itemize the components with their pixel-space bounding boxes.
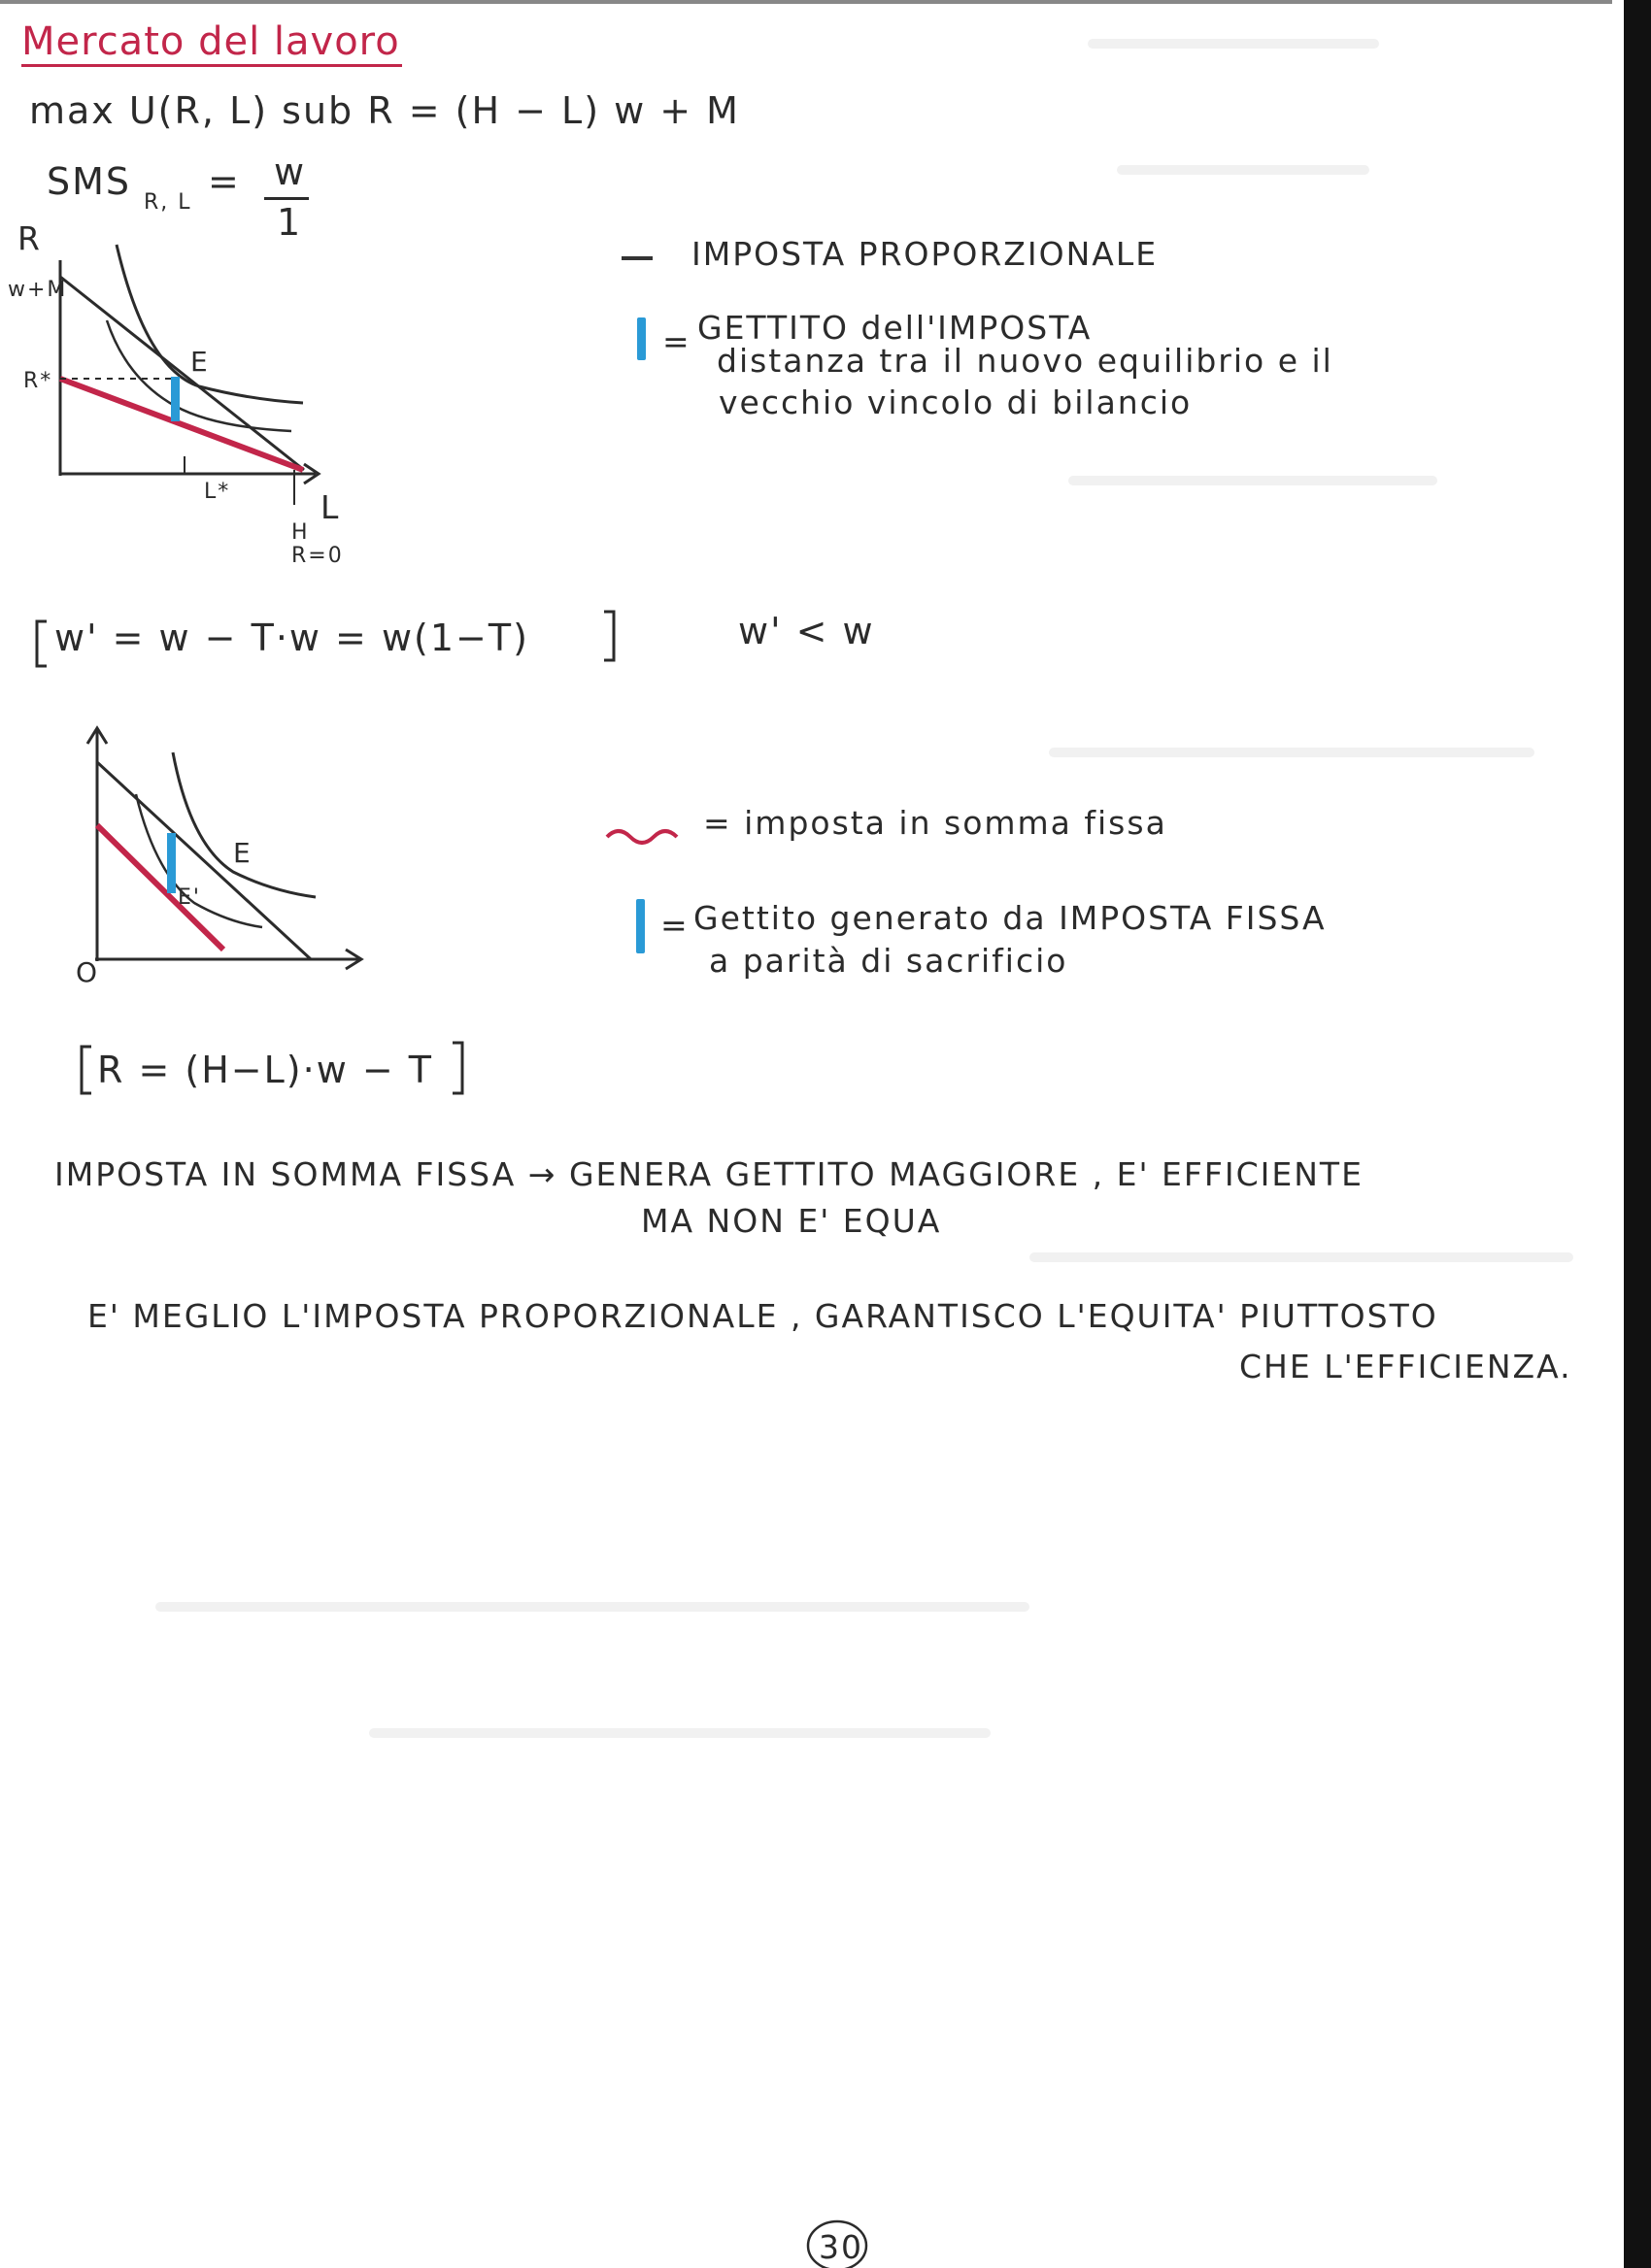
graph2-point-e-prime: E' (178, 885, 201, 910)
graph2-revenue-bar (167, 833, 176, 893)
graph1-point-e: E (190, 346, 210, 378)
graph2-point-e: E (233, 837, 253, 869)
legend1-description-line2: vecchio vincolo di bilancio (719, 384, 1193, 421)
page-number: 30 (819, 2228, 863, 2266)
conclusion-lump-sum: IMPOSTA IN SOMMA FISSA → GENERA GETTITO MAGGIORE , E' EFFICIENTE (54, 1155, 1364, 1193)
legend1-item-proportional: IMPOSTA PROPORZIONALE (691, 235, 1159, 273)
graph1-budget-line (60, 277, 304, 470)
lump-sum-budget-formula: R = (H−L)·w − T (97, 1049, 434, 1091)
conclusion-not-equitable: MA NON E' EQUA (641, 1202, 942, 1240)
sms-subscript: R, L (144, 190, 192, 215)
sms-equals: = (208, 160, 241, 203)
legend1-equals: = (662, 322, 691, 360)
graph1-y-star-label: R* (23, 369, 53, 393)
legend1-description-line1: distanza tra il nuovo equilibrio e il (717, 342, 1333, 380)
legend2-revenue-bar (636, 899, 645, 953)
graph1-x-r0-label: R=0 (291, 544, 344, 568)
graph1-x-h-label: H (291, 520, 310, 545)
graph1-x-star-label: L* (204, 480, 231, 504)
graph1-proportional-tax-line (60, 379, 303, 470)
wprime-bracket-right (604, 612, 614, 660)
legend2-wavy-mark (607, 831, 677, 843)
legend2-item-revenue: Gettito generato da IMPOSTA FISSA (693, 899, 1327, 937)
sms-label: SMS (47, 160, 132, 203)
budget-bracket-left (82, 1047, 91, 1093)
legend1-item-revenue: GETTITO dell'IMPOSTA (697, 309, 1093, 347)
conclusion-proportional: E' MEGLIO L'IMPOSTA PROPORZIONALE , GARANTISCO L'EQUITA' PIUTTOSTO (87, 1297, 1438, 1335)
legend2-description: a parità di sacrificio (709, 942, 1068, 980)
graph2-origin: O (76, 956, 100, 988)
graph1-x-axis-label: L (320, 488, 341, 526)
graph2-indifference-curve-high (173, 752, 316, 897)
page-title: Mercato del lavoro (21, 19, 400, 64)
graph1-y-top-label: w+M (8, 278, 68, 302)
legend1-revenue-bar (637, 317, 646, 360)
budget-bracket-right (453, 1043, 462, 1093)
wprime-comparison: w' < w (738, 610, 875, 652)
graph2 (87, 728, 361, 969)
graph1-revenue-bar (171, 377, 180, 421)
wprime-bracket-left (37, 621, 47, 666)
conclusion-efficiency: CHE L'EFFICIENZA. (1239, 1348, 1572, 1385)
maximization-formula: max U(R, L) sub R = (H − L) w + M (29, 89, 740, 132)
graph1-y-axis-label: R (17, 219, 42, 257)
legend1-dash (622, 256, 653, 260)
graph1 (60, 245, 319, 505)
wprime-formula: w' = w − T·w = w(1−T) (54, 617, 529, 659)
fraction-numerator: w (274, 150, 307, 193)
legend2-item-lump-sum: = imposta in somma fissa (703, 804, 1167, 842)
fraction-denominator: 1 (277, 201, 303, 244)
legend2-equals: = (660, 906, 690, 944)
